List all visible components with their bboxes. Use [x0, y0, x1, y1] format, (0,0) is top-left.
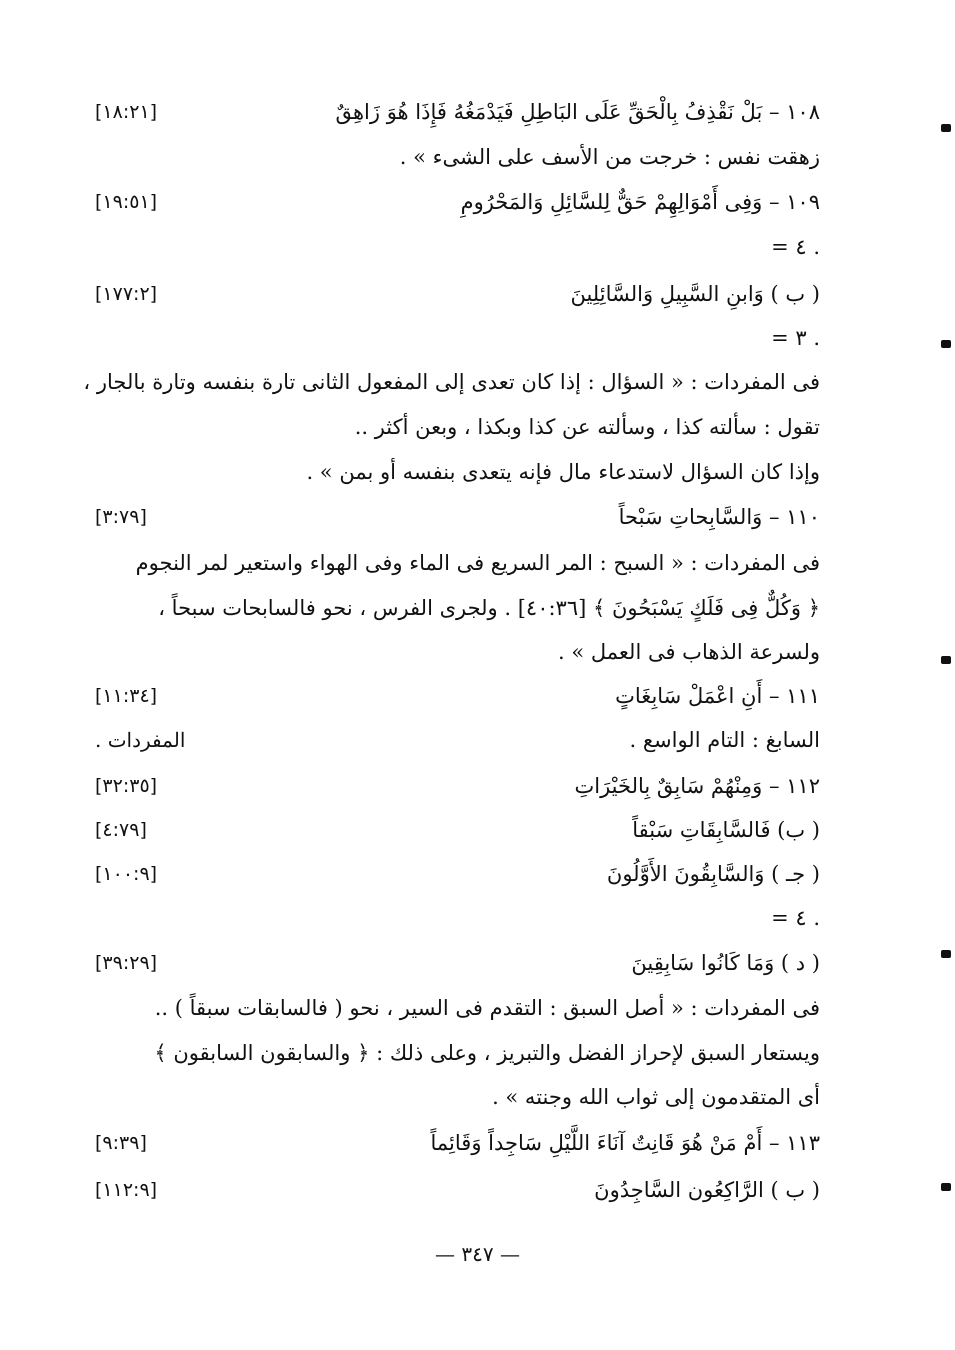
line-text: وإذا كان السؤال لاستدعاء مال فإنه يتعدى بنفسه أو بمن » .: [306, 460, 820, 484]
line-text: ﴿ وَكُلٌّ فِى فَلَكٍ يَسْبَحُونَ ﴾ [٤٠:٣٦] . ولجرى الفرس ، نحو فالسابحات سبحاً ،: [158, 596, 820, 620]
text-line: [95, 720, 820, 760]
verse-line: [95, 943, 820, 983]
verse-reference: [١٩:٥١]: [95, 191, 158, 213]
line-text: ( ب) فَالسَّابِقَاتِ سَبْقاً: [632, 818, 820, 842]
text-line: [95, 407, 820, 447]
verse-reference: [٣:٧٩]: [95, 506, 147, 528]
text-line: [95, 227, 820, 267]
text-line: [95, 452, 820, 492]
text-line: [95, 318, 820, 358]
margin-mark: [941, 340, 951, 348]
verse-reference: [١٠٠:٩]: [95, 863, 158, 885]
text-line: [95, 898, 820, 938]
text-line: [95, 588, 820, 628]
text-line: [95, 632, 820, 672]
verse-line: [95, 854, 820, 894]
line-text: = ٣ .: [771, 326, 820, 350]
line-text: زهقت نفس : خرجت من الأسف على الشىء » .: [399, 145, 820, 169]
verse-line: [95, 1170, 820, 1210]
margin-mark: [941, 950, 951, 958]
line-text: = ٤ .: [771, 906, 820, 930]
line-text: ويستعار السبق لإحراز الفضل والتبريز ، وعلى ذلك : ﴿ والسابقون السابقون ﴾: [154, 1041, 820, 1065]
line-text: ١٠٩ – وَفِى أَمْوَالِهِمْ حَقٌّ لِلسَّائِلِ وَالمَحْرُومِ: [460, 190, 820, 214]
verse-line: [95, 182, 820, 222]
line-text: ١١١ – أَنِ اعْمَلْ سَابِغَاتٍ: [615, 684, 820, 708]
line-text: = ٤ .: [771, 235, 820, 259]
margin-mark: [941, 1183, 951, 1191]
verse-line: [95, 810, 820, 850]
source-note: المفردات .: [95, 728, 186, 752]
verse-reference: [١١:٣٤]: [95, 685, 158, 707]
verse-reference: [٣٩:٢٩]: [95, 952, 158, 974]
text-line: [83, 362, 820, 402]
line-text: السابغ : التام الواسع .: [629, 728, 820, 752]
line-text: ( ب ) وَابنِ السَّبِيلِ وَالسَّائِلِينَ: [570, 282, 820, 306]
verse-line: [95, 497, 820, 537]
text-line: [95, 988, 820, 1028]
line-text: فى المفردات : « أصل السبق : التقدم فى السير ، نحو ( فالسابقات سبقاً ) ..: [154, 996, 820, 1020]
text-line: [95, 1033, 820, 1073]
line-text: فى المفردات : « السبح : المر السريع فى الماء وفى الهواء واستعير لمر النجوم: [135, 551, 820, 575]
text-line: [95, 543, 820, 583]
verse-reference: [٣٢:٣٥]: [95, 775, 158, 797]
verse-reference: [١٧٧:٢]: [95, 283, 158, 305]
line-text: فى المفردات : « السؤال : إذا كان تعدى إلى المفعول الثانى تارة بنفسه وتارة بالجار ،: [83, 370, 820, 394]
verse-line: [95, 274, 820, 314]
text-line: [95, 137, 820, 177]
line-text: ( د ) وَمَا كَانُوا سَابِقِينَ: [631, 951, 820, 975]
margin-mark: [941, 124, 951, 132]
verse-line: [95, 676, 820, 716]
verse-line: [95, 92, 820, 132]
line-text: ١١٢ – وَمِنْهُمْ سَابِقٌ بِالخَيْرَاتِ: [574, 774, 820, 798]
verse-reference: [١١٢:٩]: [95, 1179, 158, 1201]
margin-mark: [941, 656, 951, 664]
line-text: ( ب ) الرَّاكِعُون السَّاجِدُونَ: [594, 1178, 820, 1202]
line-text: أى المتقدمون إلى ثواب الله وجنته » .: [492, 1085, 820, 1109]
line-text: تقول : سألته كذا ، وسألته عن كذا وبكذا ، وبعن أكثر ..: [354, 415, 820, 439]
verse-line: [95, 1123, 820, 1163]
verse-line: [95, 766, 820, 806]
text-line: [95, 1077, 820, 1117]
line-text: ١١٠ – وَالسَّابِحاتِ سَبْحاً: [618, 505, 820, 529]
line-text: ١٠٨ – بَلْ نَقْذِفُ بِالْحَقِّ عَلَى البَاطِلِ فَيَدْمَغُهُ فَإِذَا هُوَ زَاهِقٌ: [335, 100, 820, 124]
line-text: ١١٣ – أَمْ مَنْ هُوَ قَانِتٌ آنَاءَ اللَّيْلِ سَاجِداً وَقَائِماً: [430, 1131, 820, 1155]
page-number: — ٣٤٧ —: [435, 1242, 520, 1266]
line-text: ( جـ ) وَالسَّابِقُونَ الأَوَّلُونَ: [606, 862, 820, 886]
verse-reference: [١٨:٢١]: [95, 101, 158, 123]
verse-reference: [٤:٧٩]: [95, 819, 147, 841]
verse-reference: [٩:٣٩]: [95, 1132, 147, 1154]
line-text: ولسرعة الذهاب فى العمل » .: [558, 640, 820, 664]
